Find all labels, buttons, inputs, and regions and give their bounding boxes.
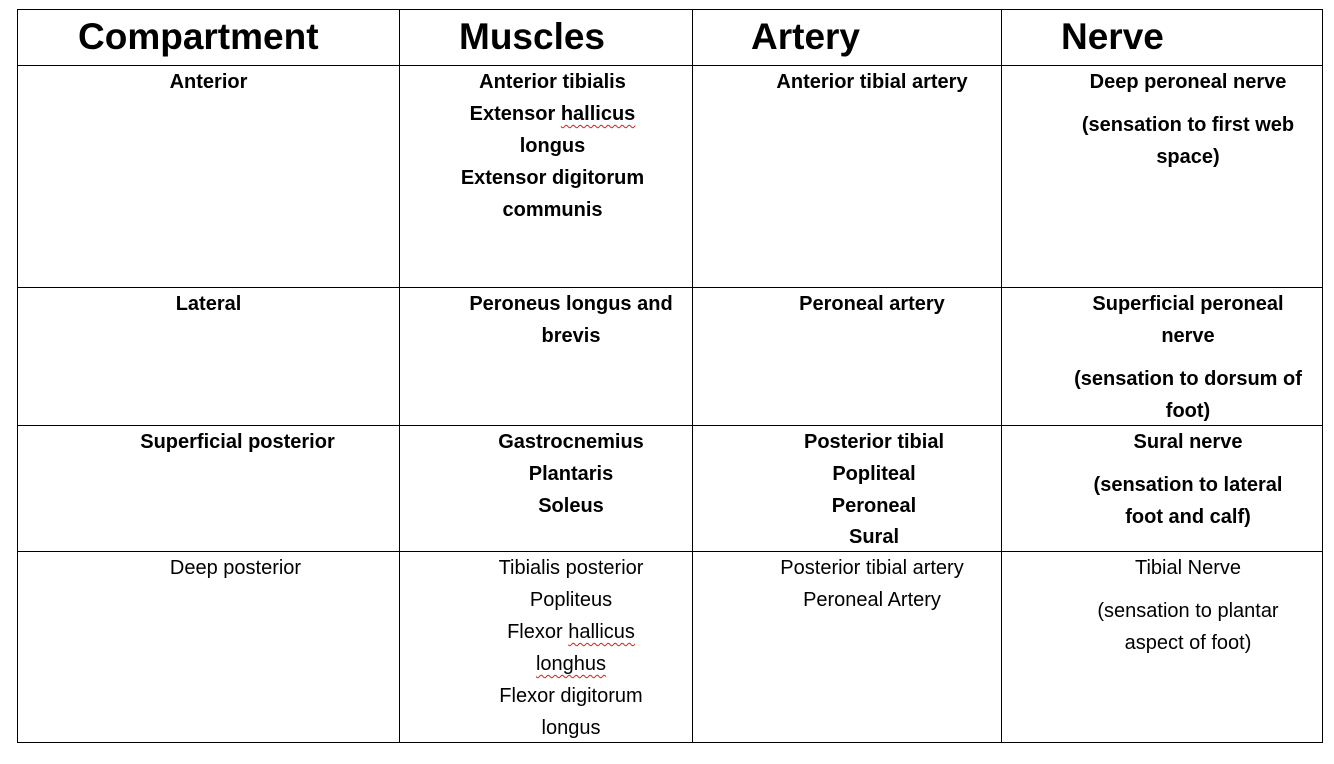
header-nerve: Nerve — [1061, 16, 1164, 57]
header-artery: Artery — [751, 16, 860, 57]
header-compartment: Compartment — [78, 16, 319, 57]
table-row-lateral-compartment: Lateral — [175, 293, 242, 315]
table-row-deep-posterior-muscles: Tibialis posterior Popliteus Flexor hallicus longhus Flexor digitorum longus — [498, 557, 644, 739]
table-row-anterior-nerve: Deep peroneal nerve (sensation to first web space) — [1081, 71, 1295, 168]
table-row-anterior-compartment: Anterior — [169, 71, 248, 93]
table-row-superficial-posterior-muscles: Gastrocnemius Plantaris Soleus — [498, 431, 644, 517]
table-row-anterior-artery: Anterior tibial artery — [776, 71, 968, 93]
table-row-superficial-posterior-compartment: Superficial posterior — [140, 431, 335, 453]
table-row-lateral-nerve: Superficial peroneal nerve (sensation to dorsum of foot) — [1074, 293, 1302, 422]
table-row-superficial-posterior-nerve: Sural nerve (sensation to lateral foot and calf) — [1093, 431, 1283, 528]
table-row-anterior-muscles: Anterior tibialis Extensor hallicus longus Extensor digitorum communis — [460, 71, 645, 221]
spellcheck-underline: hallicus — [568, 621, 635, 643]
table-row-deep-posterior-compartment: Deep posterior — [169, 557, 302, 579]
spellcheck-underline: hallicus — [560, 103, 636, 125]
table-row-lateral-muscles: Peroneus longus and brevis — [469, 293, 673, 347]
table-row-deep-posterior-nerve: Tibial Nerve (sensation to plantar aspect of foot) — [1097, 557, 1279, 654]
header-muscles: Muscles — [459, 16, 606, 57]
compartments-table — [17, 9, 1323, 743]
table-row-deep-posterior-artery: Posterior tibial artery Peroneal Artery — [780, 557, 964, 611]
table-row-superficial-posterior-artery: Posterior tibial Popliteal Peroneal Sural — [803, 431, 945, 548]
table-row-lateral-artery: Peroneal artery — [799, 293, 945, 315]
spellcheck-underline: longhus — [535, 653, 607, 675]
